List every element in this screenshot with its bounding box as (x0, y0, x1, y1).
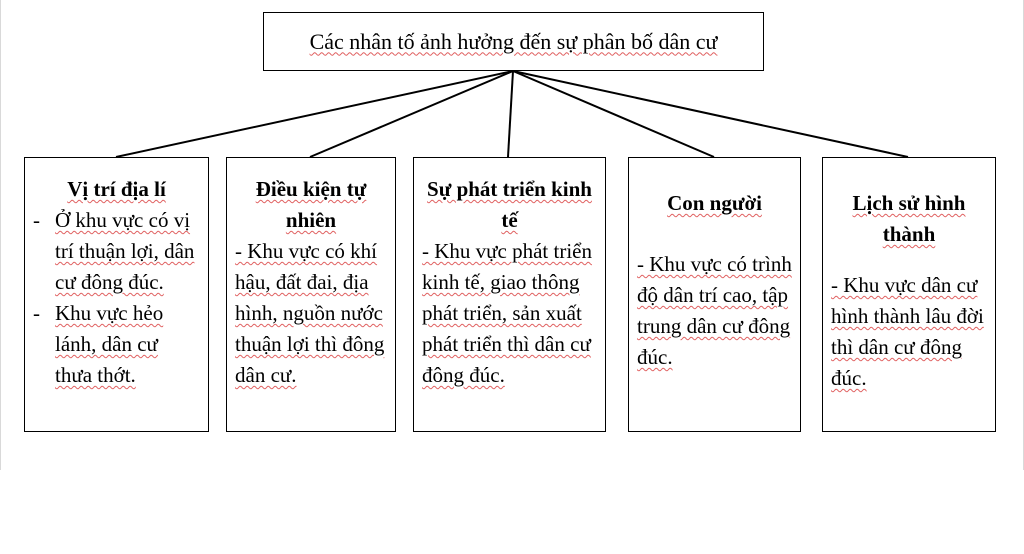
bullet-item (33, 298, 200, 391)
connector-line-vi-tri (116, 71, 513, 157)
factor-description: - Khu vực phát triển kinh tế, giao thông phát triển, sản xuất phát triển thì dân cư đông đúc. (422, 239, 592, 387)
factor-box-lich-su-hinh-thanh (822, 157, 996, 432)
bullet-item (33, 205, 200, 298)
factor-box-phat-trien-kinh-te (413, 157, 606, 432)
bullet-text: Ở khu vực có vị trí thuận lợi, dân cư đông đúc. (55, 208, 195, 294)
connector-line-con-nguoi (513, 71, 714, 157)
bullet-text: Khu vực hẻo lánh, dân cư thưa thớt. (55, 301, 164, 387)
root-title: Các nhân tố ảnh hưởng đến sự phân bố dân cư (309, 28, 718, 54)
connector-line-lich-su (513, 71, 908, 157)
factor-description: - Khu vực có trình độ dân trí cao, tập trung dân cư đông đúc. (637, 252, 792, 369)
factor-title: Con người (667, 191, 762, 215)
factor-title: Lịch sử hình thành (852, 191, 966, 246)
factor-title: Vị trí địa lí (67, 177, 166, 201)
factor-description: - Khu vực dân cư hình thành lâu đời thì dân cư đông đúc. (831, 273, 984, 390)
connector-line-kinh-te (508, 71, 513, 157)
root-node (263, 12, 764, 71)
factor-box-dieu-kien-tu-nhien (226, 157, 396, 432)
factor-box-con-nguoi (628, 157, 801, 432)
factor-description: - Khu vực có khí hậu, đất đai, địa hình, nguồn nước thuận lợi thì đông dân cư. (235, 239, 385, 387)
bullet-marker: - (33, 301, 40, 325)
connector-line-dieu-kien (310, 71, 513, 157)
factor-title: Sự phát triển kinh tế (427, 177, 592, 232)
factor-box-vi-tri-dia-li (24, 157, 209, 432)
factor-title: Điều kiện tự nhiên (255, 177, 367, 232)
bullet-marker: - (33, 208, 40, 232)
